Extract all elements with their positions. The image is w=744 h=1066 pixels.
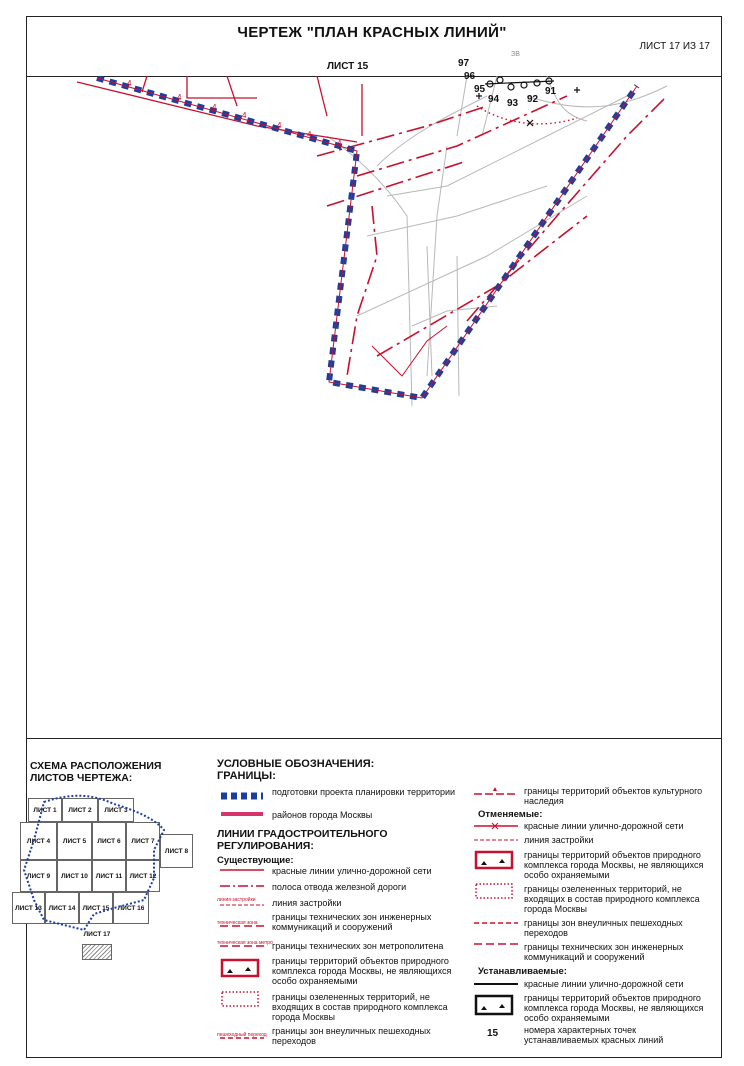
point-label: 93 <box>507 98 519 109</box>
svg-text:4: 4 <box>337 139 342 148</box>
legend-tiny-label: техническая зона метро <box>217 940 273 946</box>
legend-tiny-label: линия застройки <box>217 897 256 903</box>
svg-text:4: 4 <box>212 103 217 112</box>
legend-tiny-label: пешеходный переход <box>217 1032 267 1038</box>
point-label: 95 <box>474 84 486 95</box>
project-boundary <box>97 78 637 398</box>
established-title: Устанавливаемые: <box>478 966 567 977</box>
cancelled-title: Отменяемые: <box>478 809 543 820</box>
svg-text:4: 4 <box>127 79 132 88</box>
svg-text:4: 4 <box>177 93 182 102</box>
road-fragment-label: ЗВ <box>511 51 520 58</box>
scheme-sheet[interactable]: ЛИСТ 13 <box>12 892 45 924</box>
scheme-sheet[interactable]: ЛИСТ 10 <box>57 860 92 892</box>
map-canvas[interactable] <box>27 51 721 736</box>
scheme-sheet[interactable]: ЛИСТ 1 <box>28 798 62 822</box>
cancelled-red-lines <box>317 96 667 376</box>
boundary-ticks <box>127 79 342 148</box>
scheme-sheet[interactable]: ЛИСТ 6 <box>92 822 126 860</box>
legend-existing-item: границы технических зон метрополитена <box>272 941 444 951</box>
scheme-sheet[interactable]: ЛИСТ 2 <box>62 798 98 822</box>
scheme-sheet[interactable]: ЛИСТ 8 <box>160 834 193 868</box>
scheme-sheet[interactable]: ЛИСТ 4 <box>20 822 57 860</box>
legend-cancelled-symbols <box>470 818 522 958</box>
legend-point-number-example: 15 <box>487 1028 499 1039</box>
regulation-title: ЛИНИИ ГРАДОСТРОИТЕЛЬНОГО РЕГУЛИРОВАНИЯ: <box>217 828 388 852</box>
scheme-sheet[interactable]: ЛИСТ 16 <box>113 892 149 924</box>
point-label: 91 <box>545 86 557 97</box>
legend-existing-item: красные линии улично-дорожной сети <box>272 866 432 876</box>
legend-cancelled-item: границы технических зон инженерных коммуникаций и сооружений <box>524 942 684 962</box>
legend-cancelled-item: границы зон внеуличных пешеходных переходов <box>524 918 683 938</box>
scheme-sheet[interactable]: ЛИСТ 14 <box>45 892 79 924</box>
legend-existing-item: полоса отвода железной дороги <box>272 882 407 892</box>
map-bottom-border <box>26 738 722 739</box>
scheme-sheet[interactable]: ЛИСТ 9 <box>20 860 57 892</box>
legend-title: УСЛОВНЫЕ ОБОЗНАЧЕНИЯ: ГРАНИЦЫ: <box>217 758 375 782</box>
point-label: 92 <box>527 94 539 105</box>
legend-symbol-culture <box>470 784 520 804</box>
base-map-lines <box>327 76 667 406</box>
nature-boundary <box>372 326 447 376</box>
legend-established-item: красные линии улично-дорожной сети <box>524 979 684 989</box>
legend-symbol-project-boundary <box>219 790 265 820</box>
map-drawing <box>27 76 721 736</box>
adjacent-sheet-label: ЛИСТ 15 <box>327 61 369 72</box>
legend-tiny-label: техническая зона <box>217 920 258 926</box>
legend-existing-item: границы территорий объектов природного комплекса города Москвы, не являющихся особо охраняемыми <box>272 956 452 986</box>
legend-project-boundary: подготовки проекта планировки территории <box>272 787 456 797</box>
drawing-title: ЧЕРТЕЖ "ПЛАН КРАСНЫХ ЛИНИЙ" <box>237 24 507 41</box>
svg-text:4: 4 <box>307 130 312 139</box>
point-label: 96 <box>464 71 476 82</box>
legend-district-boundary: районов города Москвы <box>272 810 373 820</box>
point-label: 97 <box>458 58 470 69</box>
sheet-number: ЛИСТ 17 ИЗ 17 <box>639 41 710 52</box>
scheme-boundary <box>14 790 194 950</box>
scheme-sheet[interactable]: ЛИСТ 5 <box>57 822 92 860</box>
red-line-boundary <box>97 78 637 398</box>
existing-title: Существующие: <box>217 855 294 866</box>
legend-existing-item: линия застройки <box>272 898 342 908</box>
scheme-sheet[interactable]: ЛИСТ 15 <box>79 892 113 924</box>
legend-cancelled-item: границы озелененных территорий, не входящих в состав природного комплекса города Москвы <box>524 884 700 914</box>
legend-existing-symbols <box>216 864 268 1044</box>
scheme-sheet[interactable]: ЛИСТ 11 <box>92 860 126 892</box>
scheme-title: СХЕМА РАСПОЛОЖЕНИЯ ЛИСТОВ ЧЕРТЕЖА: <box>30 760 162 784</box>
existing-red-lines <box>77 76 362 142</box>
svg-text:4: 4 <box>242 111 247 120</box>
legend-established-item: границы территорий объектов природного комплекса города Москвы, не являющихся особо охраняемыми <box>524 993 704 1023</box>
legend-cancelled-item: линия застройки <box>524 835 594 845</box>
legend-cancelled-item: красные линии улично-дорожной сети <box>524 821 684 831</box>
scheme-sheet[interactable]: ЛИСТ 12 <box>126 860 160 892</box>
point-label: 94 <box>488 94 500 105</box>
legend-culture-item: границы территорий объектов культурного наследия <box>524 786 703 806</box>
legend-existing-item: границы зон внеуличных пешеходных переходов <box>272 1026 431 1046</box>
scheme-sheet-current-label: ЛИСТ 17 <box>83 930 111 938</box>
legend-existing-item: границы технических зон инженерных коммуникаций и сооружений <box>272 912 432 932</box>
legend-established-item: номера характерных точек устанавливаемых красных линий <box>524 1025 664 1045</box>
legend-existing-item: границы озелененных территорий, не входящих в состав природного комплекса города Москвы <box>272 992 448 1022</box>
scheme-sheet[interactable]: ЛИСТ 7 <box>126 822 160 860</box>
scheme-sheet[interactable]: ЛИСТ 3 <box>98 798 134 822</box>
svg-text:4: 4 <box>277 121 282 130</box>
legend-cancelled-item: границы территорий объектов природного комплекса города Москвы, не являющихся особо охраняемыми <box>524 850 704 880</box>
